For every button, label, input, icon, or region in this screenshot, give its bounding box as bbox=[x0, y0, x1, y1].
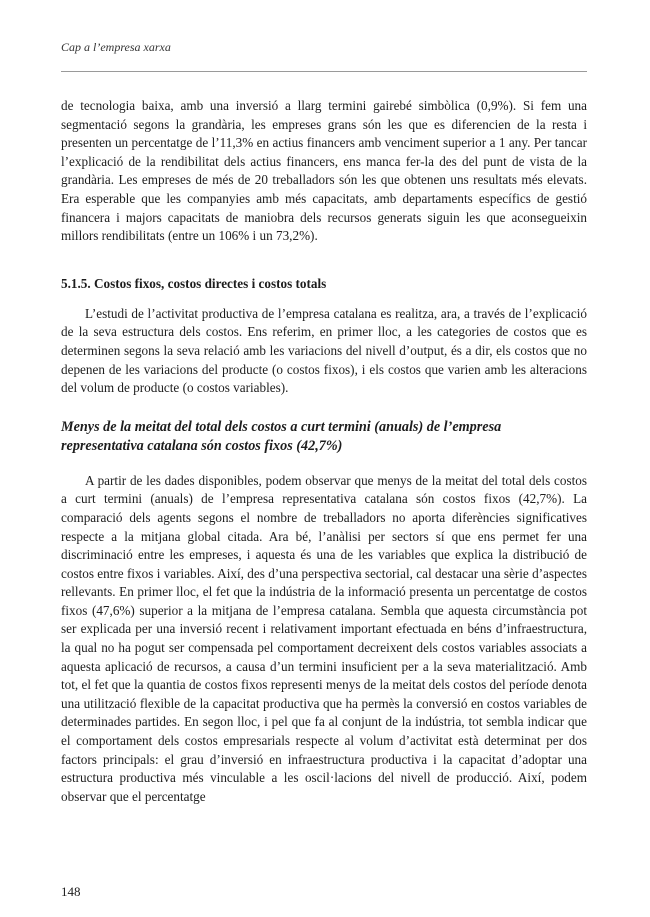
italic-subheading: Menys de la meitat del total dels costos a curt termini (anuals) de l’empresa representativa catalana són costos fixos (42,7%) bbox=[61, 418, 502, 454]
page-body bbox=[61, 97, 587, 806]
header-rule bbox=[61, 71, 587, 72]
main-paragraph: A partir de les dades disponibles, podem observar que menys de la meitat del total dels costos a curt termini (anuals) de l’empresa representativa catalana són costos fixos (42,7%). La comparació dels agents segons el nombre de treballadors no aporta diferències significatives respecte a la mitjana global citada. Ara bé, l’anàlisi per sectors sí que ens permet fer una discriminació entre les empreses, i aquesta és una de les variables que explica la distribució de costos entre fixos i variables. Així, des d’una perspectiva sectorial, cal destacar una sèrie d’aspectes rellevants. En primer lloc, el fet que la indústria de la informació presenta un percentatge de costos fixos (47,6%) superior a la mitjana de l’empresa catalana. Sembla que aquesta circumstància pot ser explicada per una inversió recent i relativament important efectuada en béns d’infraestructura, la qual no ha pogut ser compensada pel comportament decreixent dels costos variables associats a aquesta aplicació de recursos, a causa d’un termini insuficient per a la seva materialització. Amb tot, el fet que la quantia de costos fixos representi menys de la meitat dels costos del període denota una utilització flexible de la capacitat productiva que ha permès la conversió en costos variables de determinades partides. En segon lloc, i pel que fa al conjunt de la indústria, tot sembla indicar que el comportament dels costos empresarials respecte al volum d’activitat està determinat per dos factors principals: el grau d’inversió en infraestructura productiva i la capacitat d’adoptar una estructura productiva més vinculable a les oscil·lacions del nivell de producció. Així, podem observar que el percentatge bbox=[61, 472, 587, 804]
section-heading: 5.1.5. Costos fixos, costos directes i costos totals bbox=[61, 275, 327, 291]
running-header: Cap a l’empresa xarxa bbox=[61, 40, 171, 54]
intro-paragraph: L’estudi de l’activitat productiva de l’empresa catalana es realitza, ara, a través de l’explicació de la seva estructura dels costos. Ens referim, en primer lloc, a les categories de costos que es determinen segons la seva relació amb les variacions del nivell d’output, és a dir, els costos que no depenen de les variacions del producte (o costos fixos), i els costos que varien amb les alteracions del volum de producte (o costos variables). bbox=[61, 305, 587, 396]
page-number: 148 bbox=[61, 884, 81, 899]
continued-paragraph: de tecnologia baixa, amb una inversió a llarg termini gairebé simbòlica (0,9%). Si fem una segmentació segons la grandària, les empreses grans són les que es diferencien de la resta i presenten un percentatge de l’11,3% en actius financers amb venciment superior a 1 any. Per tancar l’explicació de la rendibilitat dels actius financers, ens manca fer-la des del punt de vista de la grandària. Les empreses de més de 20 treballadors són les que obtenen uns resultats més elevats. Era esperable que les companyies amb més capacitats, amb departaments específics de gestió financera i majors capacitats de maniobra dels recursos generats siguin les que aconsegueixin millors rendibilitats (entre un 106% i un 73,2%). bbox=[61, 98, 587, 244]
